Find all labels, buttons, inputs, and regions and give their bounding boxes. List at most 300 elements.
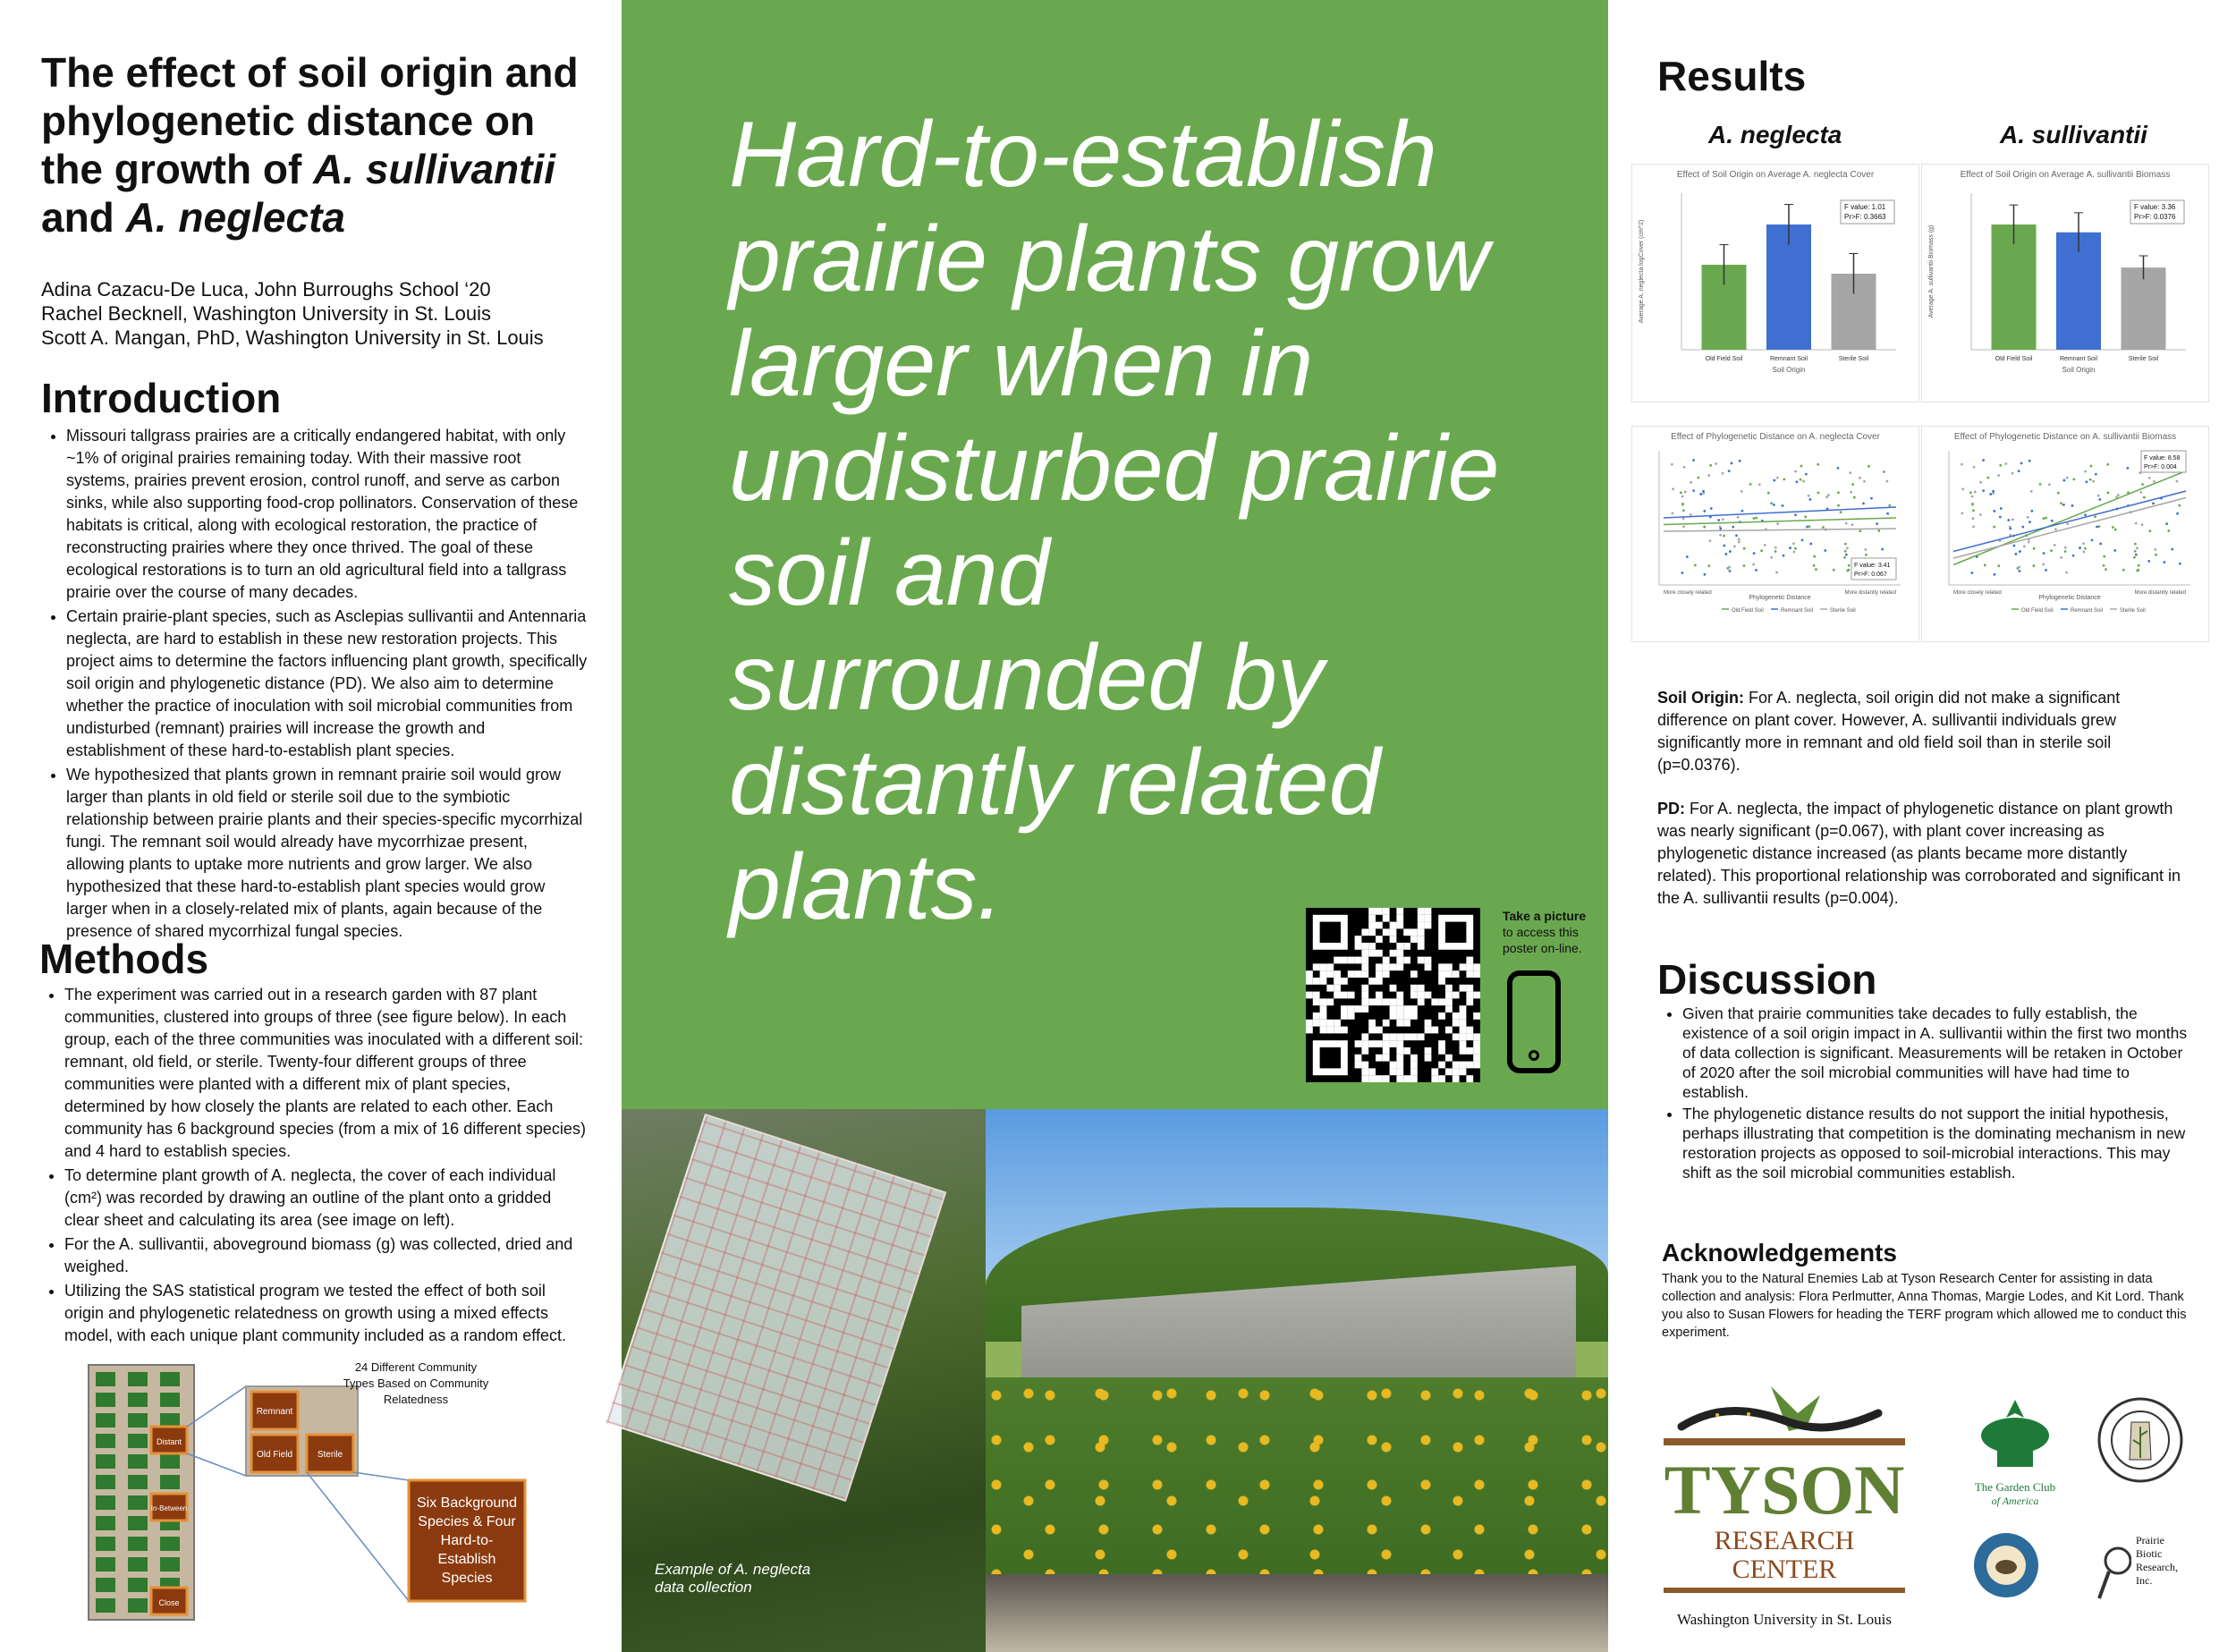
category-label: Remnant Soil (2059, 356, 2098, 362)
scatter-chart-sullivantii (1921, 426, 2209, 642)
community-cell (128, 1598, 148, 1613)
data-point (2117, 494, 2120, 496)
data-point (2089, 479, 2092, 481)
data-point (1863, 480, 1866, 483)
methods-bullet: • To determine plant growth of A. neglecta, the cover of each individual (cm²) was recorded by drawing an outline of the plant onto a gridded clear sheet and calculating its area (see image on left). (64, 1165, 587, 1232)
data-point (1969, 491, 1972, 494)
bar-chart-neglecta-title: Effect of Soil Origin on Average A. neglecta Cover (1676, 170, 1875, 180)
legend-label: Sterile Soil (1830, 608, 1856, 614)
prairie-line-2: Biotic (2136, 1547, 2163, 1560)
data-point (1794, 470, 1797, 473)
data-point (1729, 570, 1732, 572)
data-point (1741, 510, 1743, 513)
community-cell (128, 1372, 148, 1386)
data-point (1741, 490, 1743, 493)
garden-layout-svg (85, 1360, 550, 1628)
category-label: Old Field Soil (1995, 356, 2033, 362)
data-point (2028, 541, 2030, 544)
legend-label: Sterile Soil (2120, 608, 2146, 614)
data-point (1719, 534, 1722, 537)
qr-code-icon (1306, 908, 1480, 1082)
data-point (1671, 463, 1673, 466)
data-point (2051, 520, 2054, 522)
salamander-leaf-icon (1664, 1377, 1905, 1449)
scatter-neglecta-title: Effect of Phylogenetic Distance on A. neglecta Cover (1671, 432, 1880, 442)
data-point (1961, 463, 1963, 466)
native-plant-society-logo (2096, 1395, 2185, 1494)
data-point (1699, 493, 1702, 496)
data-point (1743, 547, 1746, 550)
prairie-line-3: Research, (2136, 1561, 2178, 1573)
data-point (1681, 496, 1684, 498)
stats-text: Pr>F: 0.067 (1854, 572, 1887, 578)
data-point (1800, 479, 1802, 481)
scatter-sullivantii-svg (1922, 442, 2208, 637)
community-cell (160, 1557, 180, 1572)
data-point (2019, 570, 2021, 572)
data-point (1758, 483, 1761, 486)
data-point (1815, 568, 1817, 571)
stats-text: Pr>F: 0.0376 (2134, 213, 2176, 221)
data-point (2079, 546, 2081, 549)
data-point (1888, 504, 1891, 507)
data-point (1840, 511, 1842, 513)
data-point (1982, 489, 1985, 492)
data-point (1728, 566, 1731, 569)
prairie-biotic-text (2136, 1534, 2178, 1588)
data-point (2134, 543, 2137, 546)
data-point (2042, 563, 2045, 566)
x-axis-label: Soil Origin (1772, 366, 1806, 374)
data-point (2099, 543, 2102, 546)
prairie-line-1: Prairie (2136, 1534, 2164, 1546)
community-cell (96, 1557, 115, 1572)
data-point (1728, 470, 1731, 472)
data-point (2054, 528, 2057, 530)
data-point (1684, 491, 1687, 494)
data-point (1997, 564, 2000, 567)
data-point (1999, 464, 2002, 467)
data-point (2136, 546, 2139, 549)
pd-label: PD: (1657, 800, 1685, 818)
data-point (1972, 509, 1975, 512)
data-point (1970, 572, 1973, 574)
data-point (1845, 522, 1848, 525)
main-headline: Hard-to-establish prairie plants grow larger when in undisturbed prairie soil and surrounded by distantly related plants. (729, 103, 1500, 939)
community-cell (160, 1372, 180, 1386)
data-point (2095, 473, 2097, 476)
bird-emblem-icon (1970, 1529, 2042, 1601)
community-cell (96, 1578, 115, 1592)
data-point (2028, 521, 2031, 523)
qr-code[interactable] (1306, 908, 1480, 1082)
category-label: Sterile Soil (2128, 356, 2159, 362)
data-point (1809, 543, 1812, 546)
data-point (1801, 539, 1804, 542)
data-point (2062, 504, 2065, 506)
data-point (1992, 490, 1995, 493)
data-point (1692, 489, 1695, 492)
data-point (1755, 569, 1757, 572)
data-point (1681, 572, 1683, 574)
tyson-logo (1664, 1377, 1905, 1628)
discussion-heading: Discussion (1657, 956, 1877, 1003)
data-point (2065, 572, 2068, 574)
data-point (1774, 550, 1777, 553)
data-point (2057, 492, 2060, 495)
data-point (2103, 564, 2105, 567)
data-point (2043, 517, 2045, 520)
category-label: Remnant Soil (1769, 356, 1808, 362)
data-point (1961, 512, 1963, 514)
data-point (2060, 556, 2062, 559)
author-list (41, 277, 614, 350)
data-point (1795, 480, 1798, 483)
data-point (2171, 548, 2173, 551)
data-point (1846, 570, 1849, 572)
garden-layout-diagram (85, 1360, 550, 1628)
data-point (2064, 550, 2067, 553)
data-point (1703, 526, 1706, 529)
data-point (2072, 555, 2075, 557)
data-point (1886, 513, 1889, 515)
left-column (0, 0, 622, 1652)
data-point (1808, 495, 1810, 497)
washu-logo-text: Washington University in St. Louis (1677, 1611, 1892, 1628)
center-panel (622, 0, 1608, 1109)
data-point (2030, 510, 2033, 513)
data-point (1994, 573, 1996, 576)
data-point (1802, 480, 1805, 483)
garden-club-line-2: of America (1991, 1495, 2039, 1507)
data-point (2054, 544, 2056, 546)
scatter-chart-neglecta (1631, 426, 1919, 642)
community-cell (128, 1557, 148, 1572)
data-point (2023, 545, 2026, 547)
data-point (1877, 529, 1880, 532)
data-point (1735, 534, 1738, 537)
data-point (2147, 560, 2150, 563)
data-point (2082, 542, 2085, 545)
discussion-bullet: • The phylogenetic distance results do not support the initial hypothesis, perhaps illustrating that competition is the dominating mechanism in new restoration projects as opposed to soil-microbial interactions. This may shift as the soil microbial communities establish. (1682, 1104, 2194, 1182)
stats-text: F value: 3.36 (2134, 203, 2176, 211)
data-point (2072, 479, 2075, 481)
data-point (2027, 516, 2029, 519)
take-picture-label: Take a picture (1503, 909, 1587, 923)
photo-caption (655, 1561, 810, 1597)
author-3: Scott A. Mangan, PhD, Washington University in St. Louis (41, 326, 544, 349)
data-point (1703, 510, 1706, 513)
data-point (1686, 555, 1689, 558)
data-point (2004, 462, 2007, 465)
data-point (2033, 564, 2036, 567)
data-point (1836, 467, 1839, 470)
data-point (1775, 572, 1778, 574)
y-axis-label: Average A. neglecta logCover (cm^2) (1639, 219, 1645, 324)
y-axis-label: Average A. sullivantii Biomass (g) (1928, 225, 1935, 318)
data-point (1979, 481, 1982, 484)
data-point (1862, 503, 1865, 505)
data-point (2138, 564, 2140, 567)
data-point (2103, 555, 2105, 558)
data-point (1690, 513, 1692, 516)
data-point (1739, 460, 1741, 462)
data-point (1722, 518, 1724, 521)
data-point (2045, 517, 2047, 520)
data-point (1692, 459, 1695, 462)
data-point (2126, 467, 2129, 470)
data-point (2139, 491, 2142, 494)
community-cell (128, 1393, 148, 1407)
data-point (1792, 542, 1795, 545)
community-cell (128, 1454, 148, 1469)
data-point (1997, 474, 2000, 477)
data-point (1827, 494, 1830, 496)
data-point (2033, 547, 2036, 550)
bar-chart-neglecta (1631, 164, 1919, 402)
data-point (1682, 509, 1685, 512)
data-point (1805, 473, 1808, 476)
community-cell (128, 1537, 148, 1551)
data-point (2066, 522, 2069, 525)
data-point (2091, 539, 2094, 542)
data-point (1776, 477, 1779, 479)
gridded-sheet-image (605, 1114, 947, 1502)
data-point (1844, 550, 1847, 553)
data-point (1833, 569, 1835, 572)
community-cell (128, 1516, 148, 1530)
data-point (1850, 491, 1852, 494)
data-point (1719, 528, 1722, 530)
data-point (2094, 515, 2096, 518)
data-point (1773, 479, 1775, 482)
community-cell (160, 1454, 180, 1469)
data-point (1987, 477, 1990, 479)
data-point (1974, 491, 1977, 494)
data-point (1846, 546, 1849, 549)
community-cell (160, 1393, 180, 1407)
data-point (1851, 483, 1854, 486)
trend-line (1953, 471, 2186, 565)
data-point (2021, 526, 2024, 529)
right-column (1608, 0, 2236, 1652)
data-point (2000, 507, 2003, 510)
data-point (1682, 526, 1685, 529)
data-point (1755, 517, 1757, 520)
data-point (1806, 526, 1808, 529)
data-point (2043, 552, 2045, 555)
stats-text: F value: 8.58 (2144, 455, 2181, 462)
data-point (1881, 548, 1884, 551)
data-point (1707, 564, 1710, 567)
data-point (2152, 503, 2155, 505)
data-point (1971, 496, 1974, 498)
data-point (2082, 551, 2085, 554)
bar-chart-sullivantii (1921, 164, 2209, 402)
garden-club-line-1: The Garden Club (1974, 1480, 2056, 1494)
data-point (2179, 563, 2181, 565)
data-point (1738, 541, 1741, 544)
data-point (1776, 522, 1779, 525)
intro-bullet: • We hypothesized that plants grown in remnant prairie soil would grow larger than plants in old field or sterile soil due to the symbiotic relationship between prairie plants and their species-specific mycorrhizal fungi. The remnant soil would already have mycorrhizae present, allowing plants to uptake more nutrients and grow larger. We also hypothesized that these hard-to-establish plant species would grow larger when in a closely-related mix of plants, again because of the presence of shared mycorrhizal fungal species. (66, 764, 589, 943)
data-point (1752, 563, 1755, 566)
data-point (2154, 548, 2156, 551)
path-image (986, 1574, 1608, 1652)
stats-text: F value: 1.01 (1844, 203, 1886, 211)
data-point (2167, 529, 2170, 532)
results-heading: Results (1657, 53, 1807, 99)
data-point (1813, 564, 1816, 567)
data-point (1876, 522, 1878, 525)
data-point (2096, 526, 2098, 529)
qr-instructions-text: to access this poster on-line. (1503, 925, 1582, 955)
col-label-neglecta: A. neglecta (1708, 121, 1842, 148)
data-point (1993, 526, 1995, 529)
data-point (2092, 480, 2095, 483)
data-point (2176, 513, 2179, 515)
data-point (2045, 569, 2047, 572)
data-point (1773, 504, 1775, 506)
data-point (1680, 491, 1682, 494)
data-point (2018, 566, 2020, 569)
community-cell (96, 1598, 115, 1613)
data-point (1870, 497, 1873, 500)
data-point (1707, 474, 1710, 477)
data-point (2141, 483, 2144, 486)
legend-label: Remnant Soil (1781, 608, 1814, 614)
data-point (1767, 492, 1770, 495)
data-point (2015, 553, 2018, 555)
garden-club-emblem-icon (1970, 1395, 2060, 1476)
soil-origin-label: Soil Origin: (1657, 689, 1744, 707)
methods-bullet: • Utilizing the SAS statistical program we tested the effect of both soil origin and phylogenetic relatedness on growth using a mixed effects model, with each unique plant community included as a random effect. (64, 1280, 587, 1347)
introduction-section (41, 425, 589, 945)
data-point (2019, 550, 2021, 553)
data-point (2163, 561, 2165, 563)
data-point (2114, 529, 2117, 531)
community-cell (128, 1413, 148, 1427)
trend-line (1953, 498, 2186, 559)
community-cell (96, 1516, 115, 1530)
data-point (2050, 549, 2053, 552)
prairie-line-4: Inc. (2136, 1574, 2153, 1587)
data-point (1717, 519, 1720, 521)
data-point (1848, 564, 1851, 567)
data-point (2020, 462, 2023, 465)
data-point (1972, 517, 1975, 520)
data-point (2062, 479, 2065, 482)
data-point (1725, 553, 1728, 555)
data-point (1715, 462, 1717, 465)
trend-line (1664, 518, 1896, 525)
data-point (1853, 496, 1856, 499)
category-label: Old Field Soil (1705, 356, 1743, 362)
data-point (2007, 519, 2010, 521)
methods-heading: Methods (39, 936, 209, 982)
bird-society-logo (1970, 1529, 2042, 1601)
qr-instructions (1503, 908, 1605, 956)
data-point (1808, 498, 1811, 501)
title-species-2: A. neglecta (125, 194, 345, 241)
data-point (1859, 477, 1861, 479)
poster-title (41, 48, 605, 241)
data-point (1993, 510, 1995, 513)
remnant-label: Remnant (256, 1407, 293, 1417)
community-cell (96, 1372, 115, 1386)
native-plant-seal-icon (2096, 1395, 2185, 1494)
data-point (1723, 545, 1725, 547)
data-point (2090, 465, 2093, 468)
pd-text: For A. neglecta, the impact of phylogenetic distance on plant growth was nearly significant (p=0.067), with plant cover increasing as phylogenetic distance increased (as plants became more distantly related). This proportional relationship was corroborated and significant in the A. sullivantii results (p=0.004). (1657, 800, 2181, 907)
intro-bullet: • Missouri tallgrass prairies are a critically endangered habitat, with only ~1% of original prairies remaining today. With their massive root systems, prairies prevent erosion, control runoff, and serve as carbon sinks, while also supporting food-crop pollinators. Conservation of these habitats is critical, along with ecological restoration, the practice of reconstructing prairies where they once thrived. The goal of these ecological restorations is to turn an old agricultural field into a tallgrass prairie over the course of many decades. (66, 425, 589, 604)
data-point (1783, 479, 1785, 481)
data-point (1753, 552, 1756, 555)
community-cell (160, 1537, 180, 1551)
data-point (1722, 472, 1724, 475)
community-cell (96, 1495, 115, 1510)
community-cell (96, 1434, 115, 1448)
pd-result (1657, 798, 2181, 910)
data-point (1817, 463, 1819, 466)
introduction-heading: Introduction (41, 375, 282, 421)
data-point (2153, 480, 2156, 483)
data-point (1704, 573, 1707, 576)
data-point (1709, 539, 1712, 542)
category-label: Sterile Soil (1838, 356, 1869, 362)
data-point (1984, 563, 1986, 566)
data-point (1844, 543, 1847, 546)
data-point (1753, 517, 1756, 520)
data-point (1982, 459, 1985, 462)
author-2: Rachel Becknell, Washington University in St. Louis (41, 302, 491, 325)
x-tick-left: More closely related (1953, 590, 2002, 596)
methods-section (39, 984, 587, 1349)
background-species-label: Six Background Species & Four Hard-to-Establish Species (416, 1495, 518, 1586)
data-point (2030, 490, 2033, 493)
stats-text: F value: 3.41 (1854, 563, 1891, 569)
data-point (2178, 504, 2181, 507)
x-axis-label: Soil Origin (2062, 366, 2096, 374)
data-point (2112, 526, 2114, 529)
data-point (1804, 515, 1807, 518)
data-point (1672, 487, 1674, 490)
data-point (1738, 538, 1741, 541)
data-point (1886, 480, 1889, 483)
data-point (1709, 464, 1712, 467)
prairie-biotic-logo (2096, 1534, 2194, 1614)
tyson-logo-subtitle: RESEARCH CENTER (1664, 1527, 1905, 1593)
data-point (1792, 551, 1795, 554)
data-point (2018, 470, 2020, 472)
methods-bullet: • The experiment was carried out in a research garden with 87 plant communities, clustered into groups of three (see figure below). In each group, each of the three communities was inoculated with a different soil: remnant, old field, or sterile. Twenty-four different groups of three communities were planted with a different mix of plant species, determined by how closely the plants are related to each other. Each community has 6 background species (from a mix of 16 different species) and 4 hard to establish species. (64, 984, 587, 1163)
stats-text: Pr>F: 0.3663 (1844, 213, 1886, 221)
community-cell (96, 1475, 115, 1489)
acknowledgements-heading: Acknowledgements (1662, 1239, 1897, 1267)
community-cell (96, 1413, 115, 1427)
community-cell (96, 1454, 115, 1469)
data-point (1732, 526, 1734, 529)
scatter-sullivantii-title: Effect of Phylogenetic Distance on A. sullivantii Biomass (1953, 432, 2177, 442)
data-point (2012, 518, 2014, 521)
data-point (2155, 554, 2157, 556)
data-point (2066, 477, 2069, 479)
discussion-bullet: • Given that prairie communities take decades to fully establish, the existence of a soil origin impact in A. sullivantii within the first two months of data collection is significant. Measurements will be retaken in October of 2020 after the soil microbial communities will have had time to establish. (1682, 1004, 2194, 1102)
data-point (1749, 483, 1752, 486)
author-1: Adina Cazacu-De Luca, John Burroughs School ‘20 (41, 278, 491, 301)
data-point (2039, 483, 2042, 486)
data-point (2134, 550, 2137, 553)
soil-origin-text: For A. neglecta, soil origin did not make a significant difference on plant cover. However, A. sullivantii individuals grew significantly more in remnant and old field soil than in sterile soil (p=0.0376). (1657, 689, 2121, 774)
